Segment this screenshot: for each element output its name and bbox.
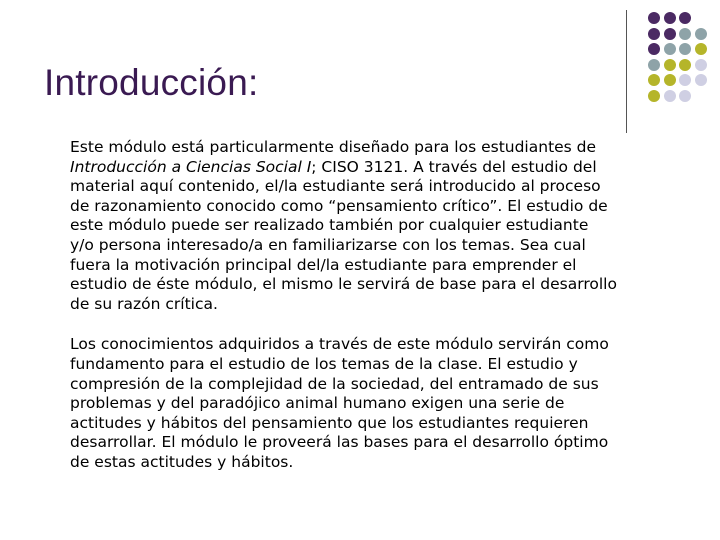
decorative-dot (664, 43, 676, 55)
decorative-dot (648, 43, 660, 55)
decorative-dot (648, 90, 660, 102)
decorative-dot (679, 90, 691, 102)
decorative-dot (664, 74, 676, 86)
text-line: ; CISO 3121. A través del estudio del (311, 157, 597, 176)
decorative-dot (648, 28, 660, 40)
text-line: de razonamiento conocido como “pensamiento crítico”. El estudio de (70, 196, 608, 215)
paragraph-2 (70, 335, 710, 472)
decorative-dot (695, 43, 707, 55)
text-line: de estas actitudes y hábitos. (70, 452, 294, 471)
text-line: actitudes y hábitos del pensamiento que los estudiantes requieren (70, 413, 589, 432)
decorative-dot (695, 28, 707, 40)
text-line: fuera la motivación principal del/la estudiante para emprender el (70, 255, 577, 274)
decorative-dot (664, 90, 676, 102)
text-line: fundamento para el estudio de los temas de la clase. El estudio y (70, 354, 578, 373)
text-line: material aquí contenido, el/la estudiante será introducido al proceso (70, 177, 601, 196)
text-line: Los conocimientos adquiridos a través de este módulo servirán como (70, 335, 609, 354)
decorative-dot (648, 74, 660, 86)
slide-title: Introducción: (44, 62, 259, 103)
text-line: Este módulo está particularmente diseñado para los estudiantes de (70, 138, 597, 156)
decorative-dot (679, 43, 691, 55)
slide-body (70, 138, 710, 494)
decorative-dot (695, 59, 707, 71)
text-line: compresión de la complejidad de la sociedad, del entramado de sus (70, 374, 599, 393)
text-line: y/o persona interesado/a en familiarizarse con los temas. Sea cual (70, 235, 586, 254)
decorative-dot (664, 28, 676, 40)
decorative-dot (664, 12, 676, 24)
vertical-divider (626, 10, 627, 133)
decorative-dot (695, 74, 707, 86)
text-line: de su razón crítica. (70, 294, 218, 313)
decorative-dot (648, 12, 660, 24)
course-name: Introducción a Ciencias Social I (70, 157, 312, 176)
text-line: desarrollar. El módulo le proveerá las bases para el desarrollo óptimo (70, 433, 609, 452)
decorative-dot (648, 59, 660, 71)
text-line: problemas y del paradójico animal humano exigen una serie de (70, 394, 565, 413)
text-line: este módulo puede ser realizado también por cualquier estudiante (70, 216, 589, 235)
decorative-dot (679, 28, 691, 40)
paragraph-1 (70, 138, 710, 314)
decorative-dot (679, 59, 691, 71)
text-line: estudio de éste módulo, el mismo le servirá de base para el desarrollo (70, 275, 617, 294)
decorative-dot (679, 12, 691, 24)
decorative-dot (679, 74, 691, 86)
decorative-dot (664, 59, 676, 71)
